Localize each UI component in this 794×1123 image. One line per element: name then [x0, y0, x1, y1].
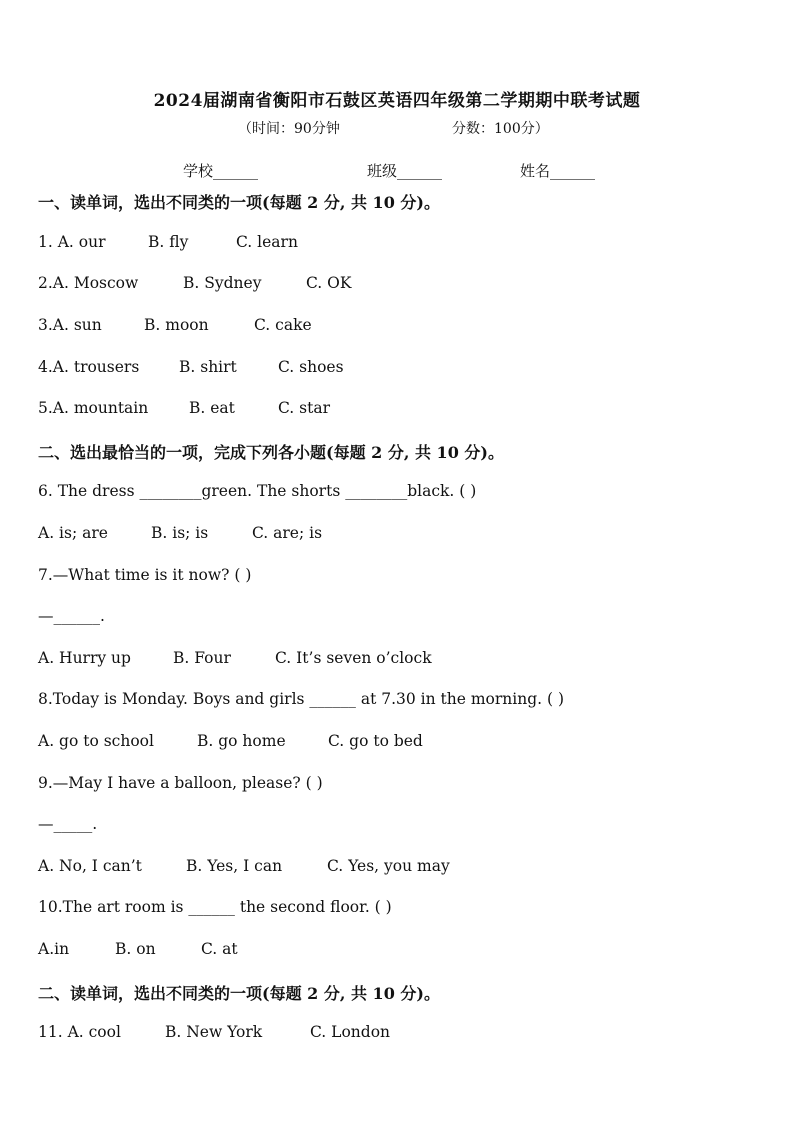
q4-option-a: 4.A. trousers: [38, 358, 140, 376]
question-7-blank: —______.: [38, 607, 105, 625]
question-9-blank: —_____.: [38, 815, 98, 833]
question-4: [38, 358, 344, 376]
question-1: [38, 233, 298, 251]
q9-option-a: A. No, I can’t: [38, 857, 142, 875]
name-field: 姓名______: [520, 162, 596, 180]
q2-option-b: B. Sydney: [183, 274, 262, 292]
q4-option-b: B. shirt: [179, 358, 237, 376]
q3-option-c: C. cake: [254, 316, 312, 334]
q11-option-c: C. London: [310, 1023, 391, 1041]
question-7-options: [38, 649, 432, 667]
q4-option-c: C. shoes: [278, 358, 344, 376]
question-6-options: [38, 524, 322, 542]
q9-option-c: C. Yes, you may: [327, 857, 450, 875]
q5-option-a: 5.A. mountain: [38, 399, 149, 417]
q5-option-c: C. star: [278, 399, 330, 417]
class-field: 班级______: [367, 162, 443, 180]
q6-option-a: A. is; are: [38, 524, 108, 542]
q10-option-a: A.in: [38, 940, 70, 958]
q10-option-c: C. at: [201, 940, 238, 958]
q8-option-a: A. go to school: [38, 732, 154, 750]
q8-option-b: B. go home: [197, 732, 286, 750]
q6-option-c: C. are; is: [252, 524, 323, 542]
question-11: [38, 1023, 390, 1041]
q11-option-b: B. New York: [165, 1023, 263, 1041]
exam-time: （时间：90分钟: [238, 121, 340, 137]
q9-option-b: B. Yes, I can: [186, 857, 283, 875]
q10-option-b: B. on: [115, 940, 156, 958]
question-7: 7.—What time is it now? ( ): [38, 566, 252, 584]
q3-option-b: B. moon: [144, 316, 209, 334]
q7-option-a: A. Hurry up: [38, 649, 131, 667]
q8-option-c: C. go to bed: [328, 732, 423, 750]
q11-option-a: 11. A. cool: [38, 1023, 121, 1041]
q2-option-a: 2.A. Moscow: [38, 274, 139, 292]
question-10-options: [38, 940, 238, 958]
q7-option-c: C. It’s seven o’clock: [275, 649, 432, 667]
q1-option-b: B. fly: [148, 233, 189, 251]
question-10: 10.The art room is ______ the second floor. ( ): [38, 898, 392, 916]
section-1-heading: 一、读单词，选出不同类的一项(每题 2 分, 共 10 分)。: [38, 193, 440, 212]
exam-title: 2024届湖南省衡阳市石鼓区英语四年级第二学期期中联考试题: [153, 91, 641, 111]
question-9: 9.—May I have a balloon, please? ( ): [38, 774, 323, 792]
section-3-heading: 二、读单词，选出不同类的一项(每题 2 分, 共 10 分)。: [38, 984, 440, 1003]
question-3: [38, 316, 312, 334]
question-8: 8.Today is Monday. Boys and girls ______ at 7.30 in the morning. ( ): [38, 690, 565, 708]
section-2-heading: 二、选出最恰当的一项，完成下列各小题(每题 2 分, 共 10 分)。: [38, 443, 504, 462]
q1-option-a: 1. A. our: [38, 233, 106, 251]
q1-option-c: C. learn: [236, 233, 298, 251]
question-2: [38, 274, 351, 292]
question-5: [38, 399, 330, 417]
q7-option-b: B. Four: [173, 649, 231, 667]
q5-option-b: B. eat: [189, 399, 235, 417]
q6-option-b: B. is; is: [151, 524, 209, 542]
question-8-options: [38, 732, 423, 750]
question-9-options: [38, 857, 450, 875]
q2-option-c: C. OK: [306, 274, 352, 292]
exam-score: 分数：100分）: [452, 121, 549, 137]
school-field: 学校______: [183, 162, 259, 180]
q3-option-a: 3.A. sun: [38, 316, 102, 334]
question-6: 6. The dress ________green. The shorts ________black. ( ): [38, 482, 477, 500]
